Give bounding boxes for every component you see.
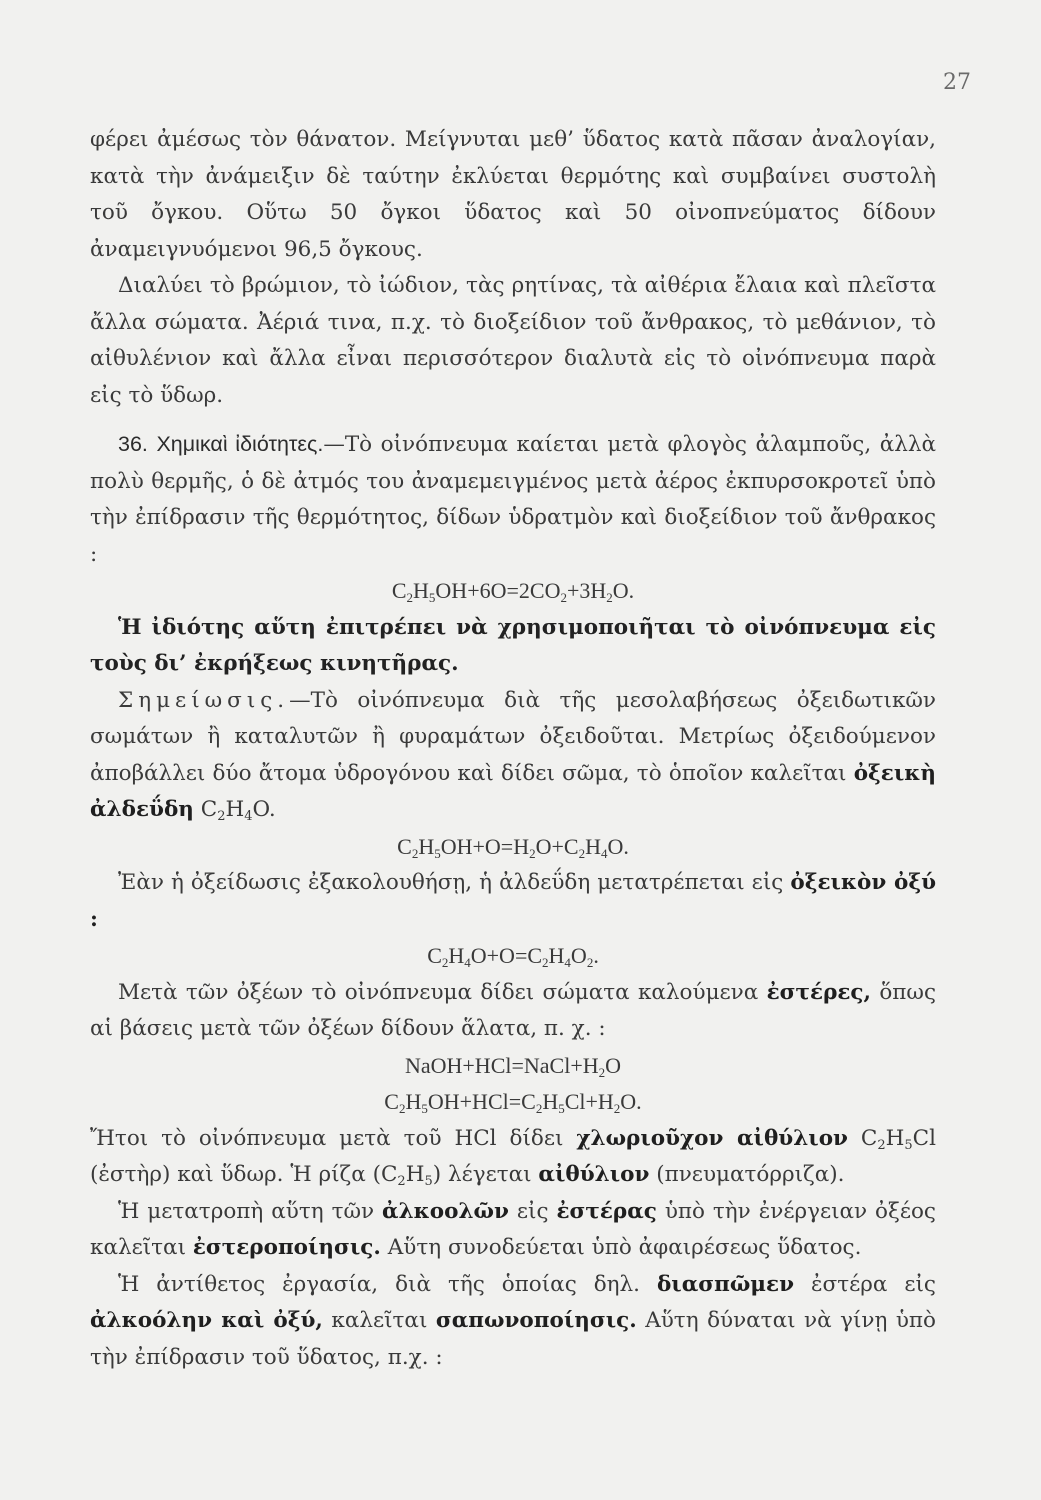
acetic-acid-term: ὀξεικὸν ὀξύ : — [90, 870, 937, 932]
equation-ethyl-chloride: $C_2H_5OH+HCl=C_2H_5Cl+H_2O$. — [384, 1089, 642, 1116]
p8-d: Αὕτη συνοδεύεται ὑπὸ ἀφαιρέσεως ὕδατος. — [387, 1235, 862, 1260]
note-label: Σημείωσις. — [118, 687, 290, 713]
paragraph-2: Διαλύει τὸ βρώμιον, τὸ ἰώδιον, τὰς ρητίνας, τὰ αἰθέρια ἔλαια καὶ πλεῖστα ἄλλα σώματα. Ἀέριά τινα, π.χ. τὸ διοξείδιον τοῦ ἄνθρακος, τὸ μεθάνιον, τὸ αἰθυλένιον καὶ ἄλλα εἶναι περισσότερον διαλυτὰ εἰς τὸ οἰνόπνευμα παρὰ εἰς τὸ ὕδωρ. — [90, 273, 936, 408]
p9-a: Ἡ ἀντίθετος ἐργασία, διὰ τῆς ὁποίας δηλ. — [118, 1271, 640, 1297]
p8-b: εἰς — [516, 1198, 549, 1224]
section-title: Χημικαὶ ἰδιότητες. — [156, 432, 324, 456]
paragraph-section-36 — [90, 426, 936, 573]
paragraph-saponification — [90, 1267, 936, 1377]
note-text: —Τὸ οἰνόπνευμα διὰ τῆς μεσολαβήσεως ὀξειδωτικῶν σωμάτων ἢ καταλυτῶν ἢ φυραμάτων ὀξειδοῦται. Μετρίως ὀξειδούμενον ἀποβάλλει δύο ἄτομα ὑδρογόνου καὶ δίδει σῶμα, τὸ ὁποῖον καλεῖται — [90, 687, 936, 786]
paragraph-ethyl-chloride: Ἤτοι τὸ οἰνόπνευμα μετὰ τοῦ HCl δίδει χλωριοῦχον αἰθύλιον $C_2H_5Cl$ (ἐστὴρ) καὶ ὕδωρ. Ἡ ρίζα $(C_2H_5)$ λέγεται αἰθύλιον (πνευματόρριζα). — [90, 1125, 936, 1189]
oxidation-text: Ἐὰν ἡ ὀξείδωσις ἐξακολουθήσῃ, ἡ ἀλδεΰδη μετατρέπεται εἰς — [118, 870, 784, 895]
p7-a: Ἤτοι τὸ οἰνόπνευμα μετὰ τοῦ HCl δίδει — [90, 1125, 564, 1151]
saponification-term: σαπωνοποίησις. — [435, 1308, 637, 1333]
page-body — [90, 122, 936, 1376]
equation-nacl: $NaOH+HCl=NaCl+H_2O$ — [404, 1052, 622, 1080]
note-term: ὀξεικὴ ἀλδεΰδη — [90, 760, 936, 822]
p9-d: Αὕτη δύναται νὰ γίνῃ ὑπὸ τὴν ἐπίδρασιν τοῦ ὕδατος, π.χ. : — [90, 1308, 936, 1370]
p7-d: (πνευματόρριζα). — [656, 1162, 845, 1187]
esterification-term: ἐστεροποίησις. — [192, 1235, 381, 1260]
note-paragraph: Σημείωσις.—Τὸ οἰνόπνευμα διὰ τῆς μεσολαβήσεως ὀξειδωτικῶν σωμάτων ἢ καταλυτῶν ἢ φυραμάτων ὀξειδοῦται. Μετρίως ὀξειδούμενον ἀποβάλλει δύο ἄτομα ὑδρογόνου καὶ δίδει σῶμα, τὸ ὁποῖον καλεῖται ὀξεικὴ ἀλδεΰδη $C_2H_4O$. — [90, 687, 936, 824]
paragraph-esters — [90, 975, 936, 1048]
p9-b: ἐστέρα εἰς — [811, 1271, 936, 1297]
esters-term: ἐστέρες, — [766, 979, 872, 1005]
equation-combustion: $C_2H_5OH+6O=2CO_2+3H_2O$. — [391, 578, 635, 605]
ethyl-term: αἰθύλιον — [538, 1162, 650, 1187]
paragraph-1: φέρει ἀμέσως τὸν θάνατον. Μείγνυται μεθ’ ὕδατος κατὰ πᾶσαν ἀναλογίαν, κατὰ τὴν ἀνάμειξιν δὲ ταύτην ἐκλύεται θερμότης καὶ συμβαίνει συστολὴ τοῦ ὄγκου. Οὕτω 50 ὄγκοι ὕδατος καὶ 50 οἰνοπνεύματος δίδουν ἀναμειγνυόμενοι 96,5 ὄγκους. — [90, 127, 936, 262]
p8-c: ὑπὸ τὴν ἐνέργειαν ὀξέος καλεῖται — [90, 1198, 936, 1260]
bold-paragraph: Ἡ ἰδιότης αὕτη ἐπιτρέπει νὰ χρησιμοποιῆται τὸ οἰνόπνευμα εἰς τοὺς δι’ ἐκρήξεως κινητῆρας. — [90, 614, 936, 676]
alcohol-acid-term: ἀλκοόλην καὶ ὀξύ, — [90, 1308, 323, 1333]
paragraph-esterification — [90, 1194, 936, 1267]
paragraph-oxidation — [90, 865, 936, 938]
esters-acc-term: ἐστέρας — [556, 1198, 657, 1224]
equation-acetic: $C_2H_4O+O=C_2H_4O_2$. — [427, 943, 599, 970]
p7-c: λέγεται — [447, 1162, 532, 1187]
equation-oxidation: $C_2H_5OH+O=H_2O+C_2H_4O$. — [397, 833, 629, 861]
ethyl-chloride-term: χλωριοῦχον αἰθύλιον — [576, 1125, 848, 1151]
esters-rest: ὅπως αἱ βάσεις μετὰ τῶν ὀξέων δίδουν ἅλατα, π. χ. : — [90, 979, 936, 1041]
section-text: —Τὸ οἰνόπνευμα καίεται μετὰ φλογὸς ἀλαμποῦς, ἀλλὰ πολὺ θερμῆς, ὁ δὲ ἀτμός του ἀναμεμειγμένος μετὰ ἀέρος ἐκπυρσοκροτεῖ ὑπὸ τὴν ἐπίδρασιν τῆς θερμότητος, δίδων ὑδρατμὸν καὶ διοξείδιον τοῦ ἄνθρακος : — [90, 432, 936, 567]
page-number: 27 — [943, 70, 971, 95]
alcohols-term: ἀλκοολῶν — [382, 1198, 509, 1224]
p9-c: καλεῖται — [331, 1308, 428, 1333]
p8-a: Ἡ μετατροπὴ αὕτη τῶν — [118, 1198, 375, 1224]
section-number: 36. — [118, 432, 148, 456]
p7-b: (ἐστὴρ) καὶ ὕδωρ. Ἡ ρίζα — [90, 1162, 366, 1187]
esters-text: Μετὰ τῶν ὀξέων τὸ οἰνόπνευμα δίδει σώματα καλούμενα — [118, 979, 759, 1005]
split-term: διασπῶμεν — [656, 1271, 795, 1297]
